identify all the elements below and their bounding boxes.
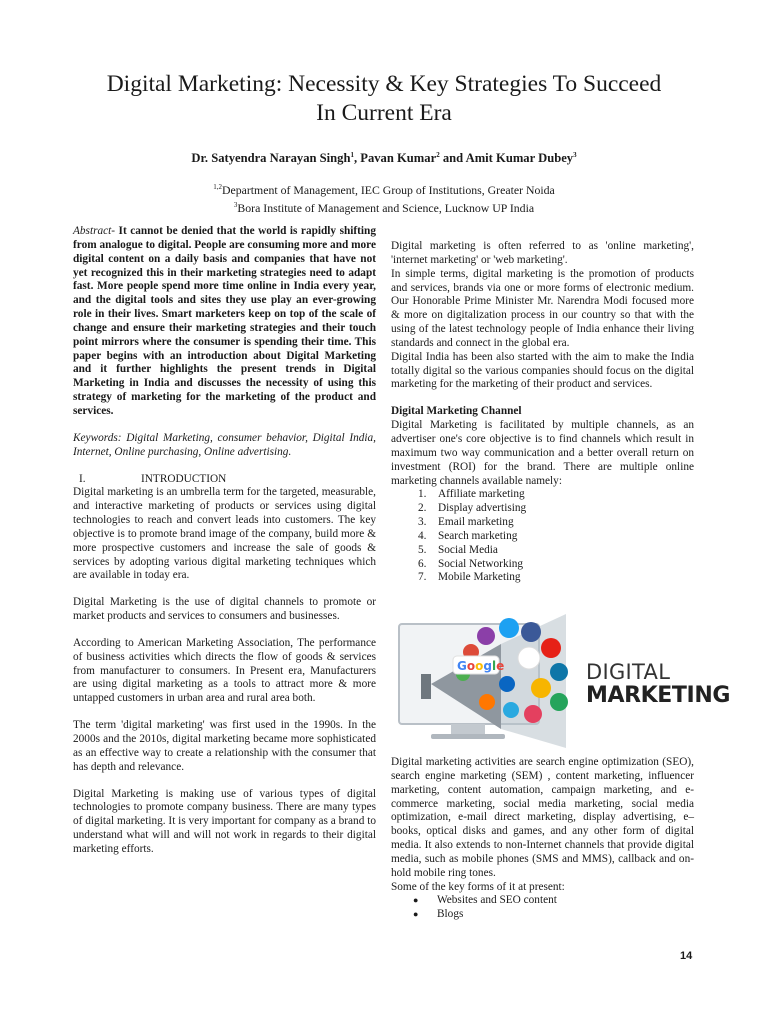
affiliation-2 bbox=[60, 198, 708, 216]
section-number: I. bbox=[79, 472, 86, 485]
list-number: 4. bbox=[418, 529, 427, 542]
intro-paragraph-5: Digital Marketing is making use of various types of digital technologies to promote company business. There are many types of digital marketing. It is very important for company as a brand to understand what will and will not work in regards to their digital marketing efforts. bbox=[73, 787, 376, 855]
title-line-2: In Current Era bbox=[316, 100, 452, 126]
list-label: Search marketing bbox=[438, 529, 518, 542]
list-label: Blogs bbox=[437, 908, 464, 921]
list-item bbox=[418, 558, 694, 572]
page-number: 14 bbox=[680, 950, 693, 962]
intro-paragraph-4: The term 'digital marketing' was first used in the 1990s. In the 2000s and the 2010s, digital marketing became more sophisticated as an effective way to create a relationship with the consumer that has depth and relevance. bbox=[73, 719, 376, 773]
title-line-1: Digital Marketing: Necessity & Key Strategies To Succeed bbox=[106, 71, 662, 97]
list-item bbox=[418, 530, 694, 544]
introduction-heading bbox=[79, 473, 376, 487]
list-label: Email marketing bbox=[438, 516, 514, 529]
right-paragraph-2: In simple terms, digital marketing is the promotion of products and services, brands via one or more forms of electronic medium. Our Honorable Prime Minister Mr. Narendra Modi focused more & more on digitalization process in our country so that with the using of the latest technology people of India enhance their living standards and connect in the global era. bbox=[391, 267, 694, 349]
intro-paragraph-2: Digital Marketing is the use of digital channels to promote or market products and services to consumers and businesses. bbox=[73, 596, 376, 623]
paper-title bbox=[60, 70, 708, 128]
list-label: Mobile Marketing bbox=[438, 571, 521, 584]
intro-paragraph-1: Digital marketing is an umbrella term for the targeted, measurable, and interactive marketing of products or services using digital technologies to reach and convert leads into customers. The key objective is to promote brand image of the company, build more & more prospective customers and increase the sale of goods & services by adopting various digital marketing techniques which are available in today era. bbox=[73, 486, 376, 582]
channel-paragraph: Digital Marketing is facilitated by multiple channels, as an advertiser one's core objective is to find channels which result in maximum two way communication and a better overall return on investment (ROI) for the brand. There are multiple online marketing channels available namely: bbox=[391, 419, 694, 487]
activities-paragraph: Digital marketing activities are search engine optimization (SEO), search engine marketing (SEM) , content marketing, influencer marketing, content automation, campaign marketing, and e-commerce marketing, social media marketing, social media optimization, e-mail direct marketing, display advertising, e–books, optical disks and games, and any other form of digital media. It also extends to non-Internet channels that provide digital media, such as mobile phones (SMS and MMS), callback and on-hold mobile ring tones. bbox=[391, 756, 694, 879]
abstract-label: Abstract- bbox=[73, 225, 116, 237]
affiliation-1-sup: 1,2 bbox=[213, 183, 222, 191]
list-label: Social Media bbox=[438, 543, 498, 556]
affiliation-2-text: Bora Institute of Management and Science, Lucknow UP India bbox=[237, 200, 535, 215]
author-3-sup: 3 bbox=[573, 151, 577, 159]
list-number: 5. bbox=[418, 543, 427, 556]
right-paragraph-3: Digital India has been also started with the aim to make the India totally digital so the various companies should focus on the digital marketing for the marketing of their product and services. bbox=[391, 350, 694, 391]
section-title: INTRODUCTION bbox=[141, 472, 227, 485]
channel-list bbox=[391, 488, 694, 585]
right-column-top bbox=[391, 240, 694, 585]
list-number: 7. bbox=[418, 571, 427, 584]
list-item bbox=[418, 488, 694, 502]
google-logo: Google bbox=[457, 659, 505, 673]
list-number: 1. bbox=[418, 488, 427, 501]
bullet-icon: ● bbox=[413, 895, 419, 906]
left-column bbox=[73, 225, 376, 857]
list-item bbox=[409, 894, 694, 908]
intro-paragraph-3: According to American Marketing Association, The performance of business activities which directs the flow of goods & services from manufacturer to consumers. In Present era, Manufacturers are using digital marketing as a tools to attract more & more untapped customers in urban area and rural area both. bbox=[73, 636, 376, 705]
list-item bbox=[418, 571, 694, 585]
image-caption-digital: DIGITAL bbox=[586, 660, 671, 684]
abstract-text: It cannot be denied that the world is rapidly shifting from analogue to digital. People are consuming more and more digital content on a daily basis and companies that have not yet recognized this in their marketing strategies need to adapt fast. More people spend more time online in India every year, and the digital tools and sites they use play an ever-growing role in their lives. Smart marketers keep on top of the scale of change and ensure their marketing strategies and their touch point mirrors where the consumer is spending their time. This paper begins with an introduction about Digital Marketing and it further highlights the present trends in Digital Marketing in India and discusses the necessity of using this strategy of marketing for the marketing of the product and services. bbox=[73, 225, 376, 417]
list-number: 3. bbox=[418, 516, 427, 529]
list-item bbox=[418, 544, 694, 558]
author-list bbox=[60, 151, 708, 166]
affiliation-1 bbox=[60, 180, 708, 198]
image-caption-marketing: MARKETING bbox=[586, 683, 730, 708]
right-column-bottom bbox=[391, 756, 694, 922]
list-label: Social Networking bbox=[438, 557, 524, 570]
list-number: 6. bbox=[418, 557, 427, 570]
affiliation-1-text: Department of Management, IEC Group of Institutions, Greater Noida bbox=[221, 182, 555, 197]
bullet-icon: ● bbox=[413, 909, 419, 920]
list-label: Display advertising bbox=[438, 502, 527, 515]
list-label: Websites and SEO content bbox=[437, 894, 557, 907]
affiliation-2-sup: 3 bbox=[233, 200, 238, 209]
keywords: Keywords: Digital Marketing, consumer behavior, Digital India, Internet, Online purchasing, Online advertising. bbox=[73, 431, 376, 458]
channel-heading: Digital Marketing Channel bbox=[391, 405, 522, 418]
affiliations bbox=[60, 180, 708, 216]
list-item bbox=[409, 908, 694, 922]
author-2-sup: 2 bbox=[436, 151, 440, 159]
list-number: 2. bbox=[418, 502, 427, 515]
forms-list bbox=[391, 894, 694, 922]
author-2: , Pavan Kumar bbox=[353, 151, 437, 166]
forms-intro: Some of the key forms of it at present: bbox=[391, 880, 565, 893]
author-1: Dr. Satyendra Narayan Singh bbox=[191, 151, 351, 166]
right-paragraph-1: Digital marketing is often referred to as 'online marketing', 'internet marketing' or 'web marketing'. bbox=[391, 240, 694, 266]
abstract bbox=[73, 225, 376, 419]
author-3: and Amit Kumar Dubey bbox=[439, 151, 574, 166]
list-item bbox=[418, 516, 694, 530]
list-label: Affiliate marketing bbox=[438, 488, 525, 501]
author-1-sup: 1 bbox=[350, 151, 354, 159]
list-item bbox=[418, 502, 694, 516]
